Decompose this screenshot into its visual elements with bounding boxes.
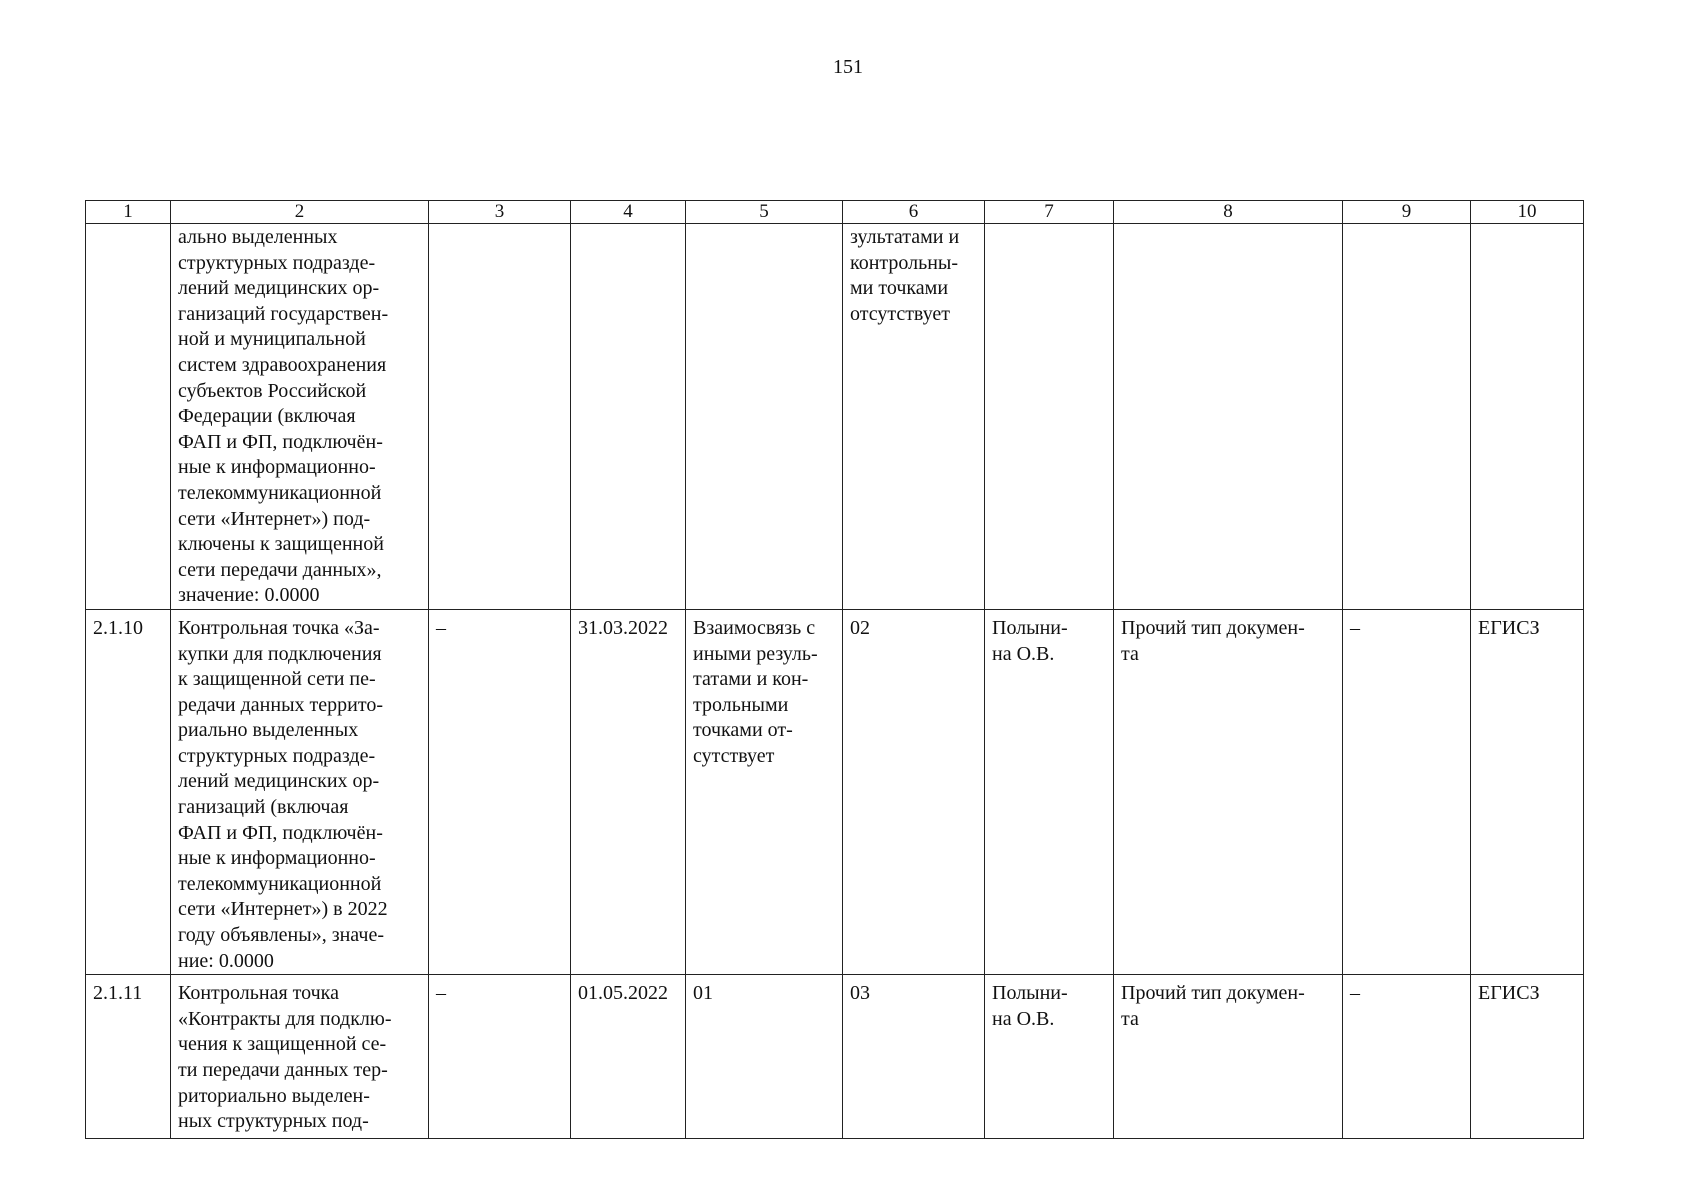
- cell-responsible: [985, 224, 1114, 610]
- column-header: 2: [171, 201, 429, 224]
- cell-relation: Взаимосвязь с иными резуль- татами и кон- трольными точками от- сутствует: [686, 609, 843, 974]
- cell-col3: –: [429, 609, 571, 974]
- cell-col3: –: [429, 975, 571, 1139]
- column-header: 7: [985, 201, 1114, 224]
- column-header: 4: [571, 201, 686, 224]
- cell-responsible: Полыни- на О.В.: [985, 975, 1114, 1139]
- data-table: [85, 200, 1584, 1139]
- column-header: 3: [429, 201, 571, 224]
- cell-responsible: Полыни- на О.В.: [985, 609, 1114, 974]
- cell-system: ЕГИСЗ: [1471, 975, 1584, 1139]
- cell-date: 01.05.2022: [571, 975, 686, 1139]
- table-row: [86, 609, 1584, 974]
- column-header: 9: [1343, 201, 1471, 224]
- cell-document-type: [1114, 224, 1343, 610]
- table-row: [86, 975, 1584, 1139]
- cell-system: ЕГИСЗ: [1471, 609, 1584, 974]
- cell-col6: зультатами и контрольны- ми точками отсутствует: [843, 224, 985, 610]
- cell-col9: –: [1343, 975, 1471, 1139]
- cell-relation: [686, 224, 843, 610]
- cell-document-type: Прочий тип докумен- та: [1114, 609, 1343, 974]
- column-header: 6: [843, 201, 985, 224]
- cell-system: [1471, 224, 1584, 610]
- cell-date: [571, 224, 686, 610]
- cell-number: 2.1.10: [86, 609, 171, 974]
- cell-col6: 03: [843, 975, 985, 1139]
- cell-relation: 01: [686, 975, 843, 1139]
- table-row: [86, 224, 1584, 610]
- page-number: 151: [833, 56, 863, 78]
- column-header: 10: [1471, 201, 1584, 224]
- cell-description: ально выделенных структурных подразде- лений медицинских ор- ганизаций государствен- ной и муниципальной систем здравоохранения субъектов Российской Федерации (включая ФАП и ФП, подключён- ные к информационно- телекоммуникационной сети «Интернет») под- ключены к защищенной сети передачи данных», значение: 0.0000: [171, 224, 429, 610]
- column-header: 8: [1114, 201, 1343, 224]
- column-header: 5: [686, 201, 843, 224]
- cell-col9: –: [1343, 609, 1471, 974]
- column-header: 1: [86, 201, 171, 224]
- cell-description: Контрольная точка «Контракты для подклю- чения к защищенной се- ти передачи данных тер- риториально выделен- ных структурных под-: [171, 975, 429, 1139]
- cell-number: [86, 224, 171, 610]
- cell-col9: [1343, 224, 1471, 610]
- cell-col3: [429, 224, 571, 610]
- cell-col6: 02: [843, 609, 985, 974]
- cell-description: Контрольная точка «За- купки для подключения к защищенной сети пе- редачи данных террито- риально выделенных структурных подразде- лений медицинских ор- ганизаций (включая ФАП и ФП, подключён- ные к информационно- телекоммуникационной сети «Интернет») в 2022 году объявлены», значе- ние: 0.0000: [171, 609, 429, 974]
- table-header-row: [86, 201, 1584, 224]
- cell-number: 2.1.11: [86, 975, 171, 1139]
- cell-document-type: Прочий тип докумен- та: [1114, 975, 1343, 1139]
- cell-date: 31.03.2022: [571, 609, 686, 974]
